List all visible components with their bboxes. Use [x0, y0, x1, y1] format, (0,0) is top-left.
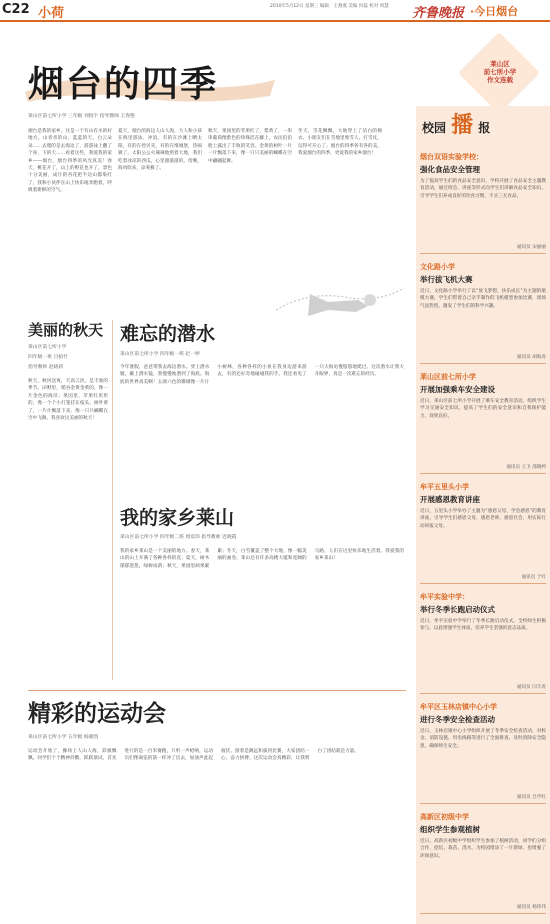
newspaper-name: 齐鲁晚报: [412, 6, 465, 21]
sidebar-item-body: 近日，高新区初级中学组织学生参加了植树活动，同学们分组合作，挖坑、栽苗、浇水，为校园增添了一片新绿，也增强了环保意识。: [420, 839, 546, 859]
autumn-meta1: 莱山区前七所小学: [28, 345, 67, 350]
corner-badge-line2: 前七所小学: [483, 68, 517, 76]
autumn-meta2: 四年级一班 吕柏竹: [28, 355, 68, 360]
sidebar-item-body: 近日，莱山区前七所小学开展了乘车安全教育活动，组织学生学习交通安全知识，提高了学生们的安全意识和自我保护能力，效果良好。: [420, 399, 546, 419]
sidebar-news-item: [420, 592, 546, 698]
main-article-col1: 烟台是我的家乡，这是一个有山有水的好地方。山青青的山，蓝蓝的天，白云朵朵……去爬的是去海边了，游游泳上翻了个身，下的天……看着这些，我爱我的家乡——烟台，烟台四季的风光真美！春天，桃花开了，山上的野花也开了，景色十分美丽，成片的杏花把半边山都染红了，我和小伙伴在山上快乐地奔跑着，呼吸着新鲜的空气。: [28, 129, 112, 194]
date-line: 2010年5月12日 星期三 编辑：王燕燕 美编 何磊 校对 周慧: [270, 4, 389, 9]
main-article-col3: 秋天，果园里的苹果红了，梨黄了，一串串葡萄像紫色的珍珠挂在藤上。农民伯伯脸上露出了丰收的笑容。金黄的树叶一片一片飘落下来，像一只只美丽的蝴蝶在空中翩翩起舞。: [208, 129, 292, 164]
autumn-meta3: 指导教师 赵晓莉: [28, 365, 64, 370]
sidebar-item-body: 为了提高学生们的食品安全意识，学校开展了食品安全主题教育活动，通过班会、讲座等形式向学生们讲解食品安全知识，引导学生们养成良好的饮食习惯，不买三无食品。: [420, 179, 546, 199]
sidebar-news-item: [420, 702, 546, 808]
sidebar-item-divider: [420, 693, 546, 694]
sidebar-item-category: 牟平五里头小学: [420, 483, 469, 491]
sidebar-item-title: 举行拔飞机大赛: [420, 275, 473, 284]
sidebar-item-sign: 通讯员 杨伟伟: [516, 905, 546, 910]
laishan-article-meta: 莱山区前七所小学 四年级二班 周宸玮 指导教师 迟晓霞: [120, 535, 237, 540]
sidebar-item-sign: 通讯员 闫丰涛: [516, 685, 546, 690]
campus-news-sidebar: [416, 106, 550, 924]
sports-article-title: 精彩的运动会: [28, 700, 166, 727]
page-number: C22: [2, 2, 30, 17]
laishan-article-title: 我的家乡莱山: [120, 507, 235, 529]
sidebar-news-item: [420, 262, 546, 368]
sidebar-item-sign: 通讯员 王卫 邵晓婷: [506, 465, 546, 470]
corner-badge: [476, 60, 524, 84]
sidebar-item-category: 牟平区玉林店镇中心小学: [420, 703, 497, 711]
main-article-title: 烟台的四季: [28, 63, 219, 105]
sidebar-item-divider: [420, 363, 546, 364]
sidebar-item-sign: 通讯员 于红: [521, 575, 546, 580]
autumn-article-body: 秋天，秋风送爽，天高云淡，是丰收的季节。田野里，稻谷金黄金黄的，像一片金色的海洋；果园里，苹果红彤彤的，像一个个小灯笼挂在枝头。树叶黄了，一片片飘落下来，像一只只蝴蝶在空中飞舞。我喜欢这美丽的秋天！: [28, 379, 108, 422]
sidebar-item-body: 近日，牟平实验中学举行了冬季长跑启动仪式，全校师生积极参与，以此增强学生体质，培养学生坚强的意志品质。: [420, 619, 546, 632]
swim-article-body: 今年暑假，爸爸带我去海边潜水。穿上潜水服，戴上潜水镜，我慢慢地潜到了海底。海底的世界真美啊！五颜六色的珊瑚像一片片小树林，各种各样的小鱼在我身边游来游去，有的还好奇地碰碰我的手。我还看见了一只大海龟慢悠悠地爬过。这次潜水让我大开眼界，真是一次难忘的经历。: [120, 365, 404, 385]
sidebar-item-category: 牟平实验中学：: [420, 593, 469, 601]
sidebar-item-title: 进行冬季安全检查活动: [420, 715, 495, 724]
laishan-article-body: 我的家乡莱山是一个美丽的地方。春天，莱山的山上开满了各种各样的花；夏天，树木郁郁葱葱，绿树成荫；秋天，果园里硕果累累；冬天，白雪覆盖了整个大地，像一幅美丽的画卷。莱山还有许多高楼大厦和宽阔的马路，人们在这里快乐地生活着。我爱我的家乡莱山！: [120, 549, 404, 569]
sidebar-item-divider: [420, 803, 546, 804]
sidebar-logo-c: 报: [478, 121, 491, 135]
sidebar-item-category: 高新区初级中学: [420, 813, 469, 821]
sidebar-item-body: 近日，文化路小学举行了以“放飞梦想，快乐成长”为主题的航模大赛，学生们带着自己亲手制作的飞机模型参加比赛，现场气氛热烈，激发了学生们的科学兴趣。: [420, 289, 546, 309]
main-article-col2: 夏天，烟台的海边人山人海，大人和小孩在海里游泳、冲浪，有的在沙滩上晒太阳，有的在捡贝壳，有的在堆城堡，热闹极了。太阳公公火辣辣地照着大地，我们吃着冰凉的西瓜，心里甜滋滋的。傍晚，海风吹来，凉爽极了。: [118, 129, 202, 172]
sidebar-logo-a: 校园: [422, 121, 447, 135]
sidebar-news-item: [420, 812, 546, 918]
swim-article-title: 难忘的潜水: [120, 323, 216, 345]
sidebar-logo-b: 播: [451, 113, 474, 138]
sidebar-item-category: 烟台双语实验学校：: [420, 153, 483, 161]
sidebar-item-divider: [420, 253, 546, 254]
sports-article-body: 运动会开始了，操场上人山人海，彩旗飘飘。同学们个个精神抖擞，跃跃欲试。首先进行的是一百米赛跑，只听一声枪响，运动员们像离弦的箭一样冲了出去，加油声此起彼伏。接着是跳远和拔河比赛，大家团结一心，奋力拼搏。这次运动会真精彩，让我明白了团结就是力量。: [28, 749, 359, 762]
sidebar-item-category: 莱山区前七所小学: [420, 373, 476, 381]
sidebar-item-sign: 通讯员 宋丽丽: [516, 245, 546, 250]
sidebar-logo: [422, 108, 490, 148]
sidebar-item-divider: [420, 473, 546, 474]
sidebar-item-title: 开展加强乘车安全建设: [420, 385, 495, 394]
sidebar-item-title: 举行冬季长跑启动仪式: [420, 605, 495, 614]
sidebar-news-item: [420, 482, 546, 588]
diver-illustration: [270, 270, 410, 330]
sidebar-item-divider: [420, 913, 546, 914]
swim-article-meta: 莱山区前七所小学 四年级一班 赵一婷: [120, 352, 200, 357]
sidebar-news-list: [420, 152, 546, 922]
sidebar-item-sign: 通讯员 吕学红: [516, 795, 546, 800]
column-divider: [112, 320, 113, 680]
sidebar-item-body: 近日，玉林店镇中心小学组织开展了冬季安全检查活动，对校舍、消防设施、用电线路等进行了全面排查，及时消除安全隐患，确保师生安全。: [420, 729, 546, 749]
sidebar-item-divider: [420, 583, 546, 584]
sidebar-news-item: [420, 372, 546, 478]
sidebar-item-title: 开展感恩教育讲座: [420, 495, 480, 504]
sidebar-news-item: [420, 152, 546, 258]
main-article-byline: 莱山区前七所小学 三年级 刘悦宇 指导教师 王春艳: [28, 114, 135, 119]
autumn-article-title: 美丽的秋天: [28, 321, 104, 339]
sidebar-item-title: 强化食品安全管理: [420, 165, 480, 174]
sports-article-meta: 莱山区前七所小学 五年级 杨骏凯: [28, 735, 99, 740]
sidebar-item-category: 文化路小学: [420, 263, 455, 271]
sidebar-item-body: 近日，五里头小学举办了主题为“感恩父母，学会感恩”的教育讲座，引导学生们感恩父母、感恩老师、感恩社会，用实际行动回报父母。: [420, 509, 546, 529]
newspaper-section: ·今日烟台: [470, 5, 519, 18]
corner-badge-line1: 莱山区: [490, 60, 510, 68]
main-article-col4: 冬天，雪花飘飘，大地穿上了洁白的棉衣。小朋友们在雪地里堆雪人、打雪仗，玩得可开心了。烟台的四季各有各的美，我爱烟台的四季，更爱我的家乡烟台！: [298, 129, 382, 157]
sidebar-item-sign: 通讯员 胡海涛: [516, 355, 546, 360]
corner-badge-line3: 作文连载: [487, 76, 513, 84]
section-tag: 小荷: [38, 6, 65, 21]
sidebar-item-title: 组织学生参观植树: [420, 825, 480, 834]
section-divider: [28, 690, 406, 691]
